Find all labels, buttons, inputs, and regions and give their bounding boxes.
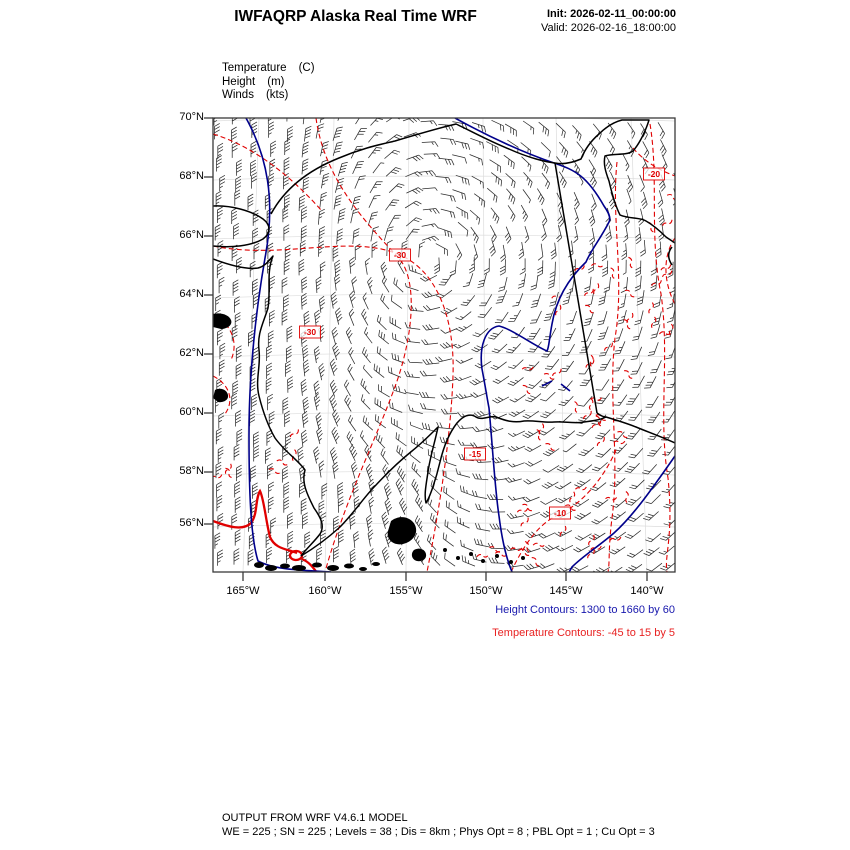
height-contours-caption: Height Contours: 1300 to 1660 by 60 bbox=[495, 604, 675, 616]
temperature-contours-caption: Temperature Contours: -45 to 15 by 5 bbox=[492, 627, 675, 639]
lat-tick-label: 68°N bbox=[179, 170, 204, 182]
field-legend bbox=[222, 62, 315, 103]
lat-tick-label: 62°N bbox=[179, 347, 204, 359]
map-frame bbox=[213, 118, 675, 572]
map-plot bbox=[180, 105, 700, 600]
legend-field-unit: (C) bbox=[298, 62, 315, 74]
lat-tick-label: 58°N bbox=[179, 465, 204, 477]
svg-text:-30: -30 bbox=[303, 327, 317, 337]
svg-text:-10: -10 bbox=[553, 508, 567, 518]
svg-text:-30: -30 bbox=[393, 250, 407, 260]
svg-text:-15: -15 bbox=[468, 449, 482, 459]
lat-tick-label: 64°N bbox=[179, 288, 204, 300]
init-time-label: Init: 2026-02-11_00:00:00 bbox=[546, 8, 676, 20]
legend-field-name: Winds bbox=[222, 89, 254, 101]
legend-field-name: Temperature bbox=[222, 62, 287, 74]
lon-tick-label: 165°W bbox=[226, 585, 260, 597]
run-times bbox=[470, 8, 676, 35]
lat-tick-label: 70°N bbox=[179, 111, 204, 123]
lat-tick-label: 66°N bbox=[179, 229, 204, 241]
lon-tick-label: 145°W bbox=[549, 585, 583, 597]
model-config-line: WE = 225 ; SN = 225 ; Levels = 38 ; Dis = 8km ; Phys Opt = 8 ; PBL Opt = 1 ; Cu Opt = 3 bbox=[222, 826, 655, 838]
lon-tick-label: 160°W bbox=[308, 585, 342, 597]
lat-tick-label: 56°N bbox=[179, 517, 204, 529]
valid-time-label: Valid: 2026-02-16_18:00:00 bbox=[541, 21, 676, 34]
legend-field-name: Height bbox=[222, 75, 256, 88]
lon-tick-label: 155°W bbox=[389, 585, 423, 597]
legend-field-unit: (m) bbox=[267, 75, 285, 88]
legend-row bbox=[222, 76, 315, 90]
legend-field-unit: (kts) bbox=[265, 89, 289, 101]
lon-tick-label: 150°W bbox=[469, 585, 503, 597]
legend-row bbox=[222, 89, 315, 103]
svg-text:-20: -20 bbox=[647, 169, 661, 179]
legend-row bbox=[222, 62, 315, 76]
lon-tick-label: 140°W bbox=[630, 585, 664, 597]
axis-ticks bbox=[204, 118, 647, 581]
model-output-line: OUTPUT FROM WRF V4.6.1 MODEL bbox=[222, 812, 408, 824]
page-title: IWFAQRP Alaska Real Time WRF bbox=[234, 8, 477, 25]
lat-tick-label: 60°N bbox=[179, 406, 204, 418]
